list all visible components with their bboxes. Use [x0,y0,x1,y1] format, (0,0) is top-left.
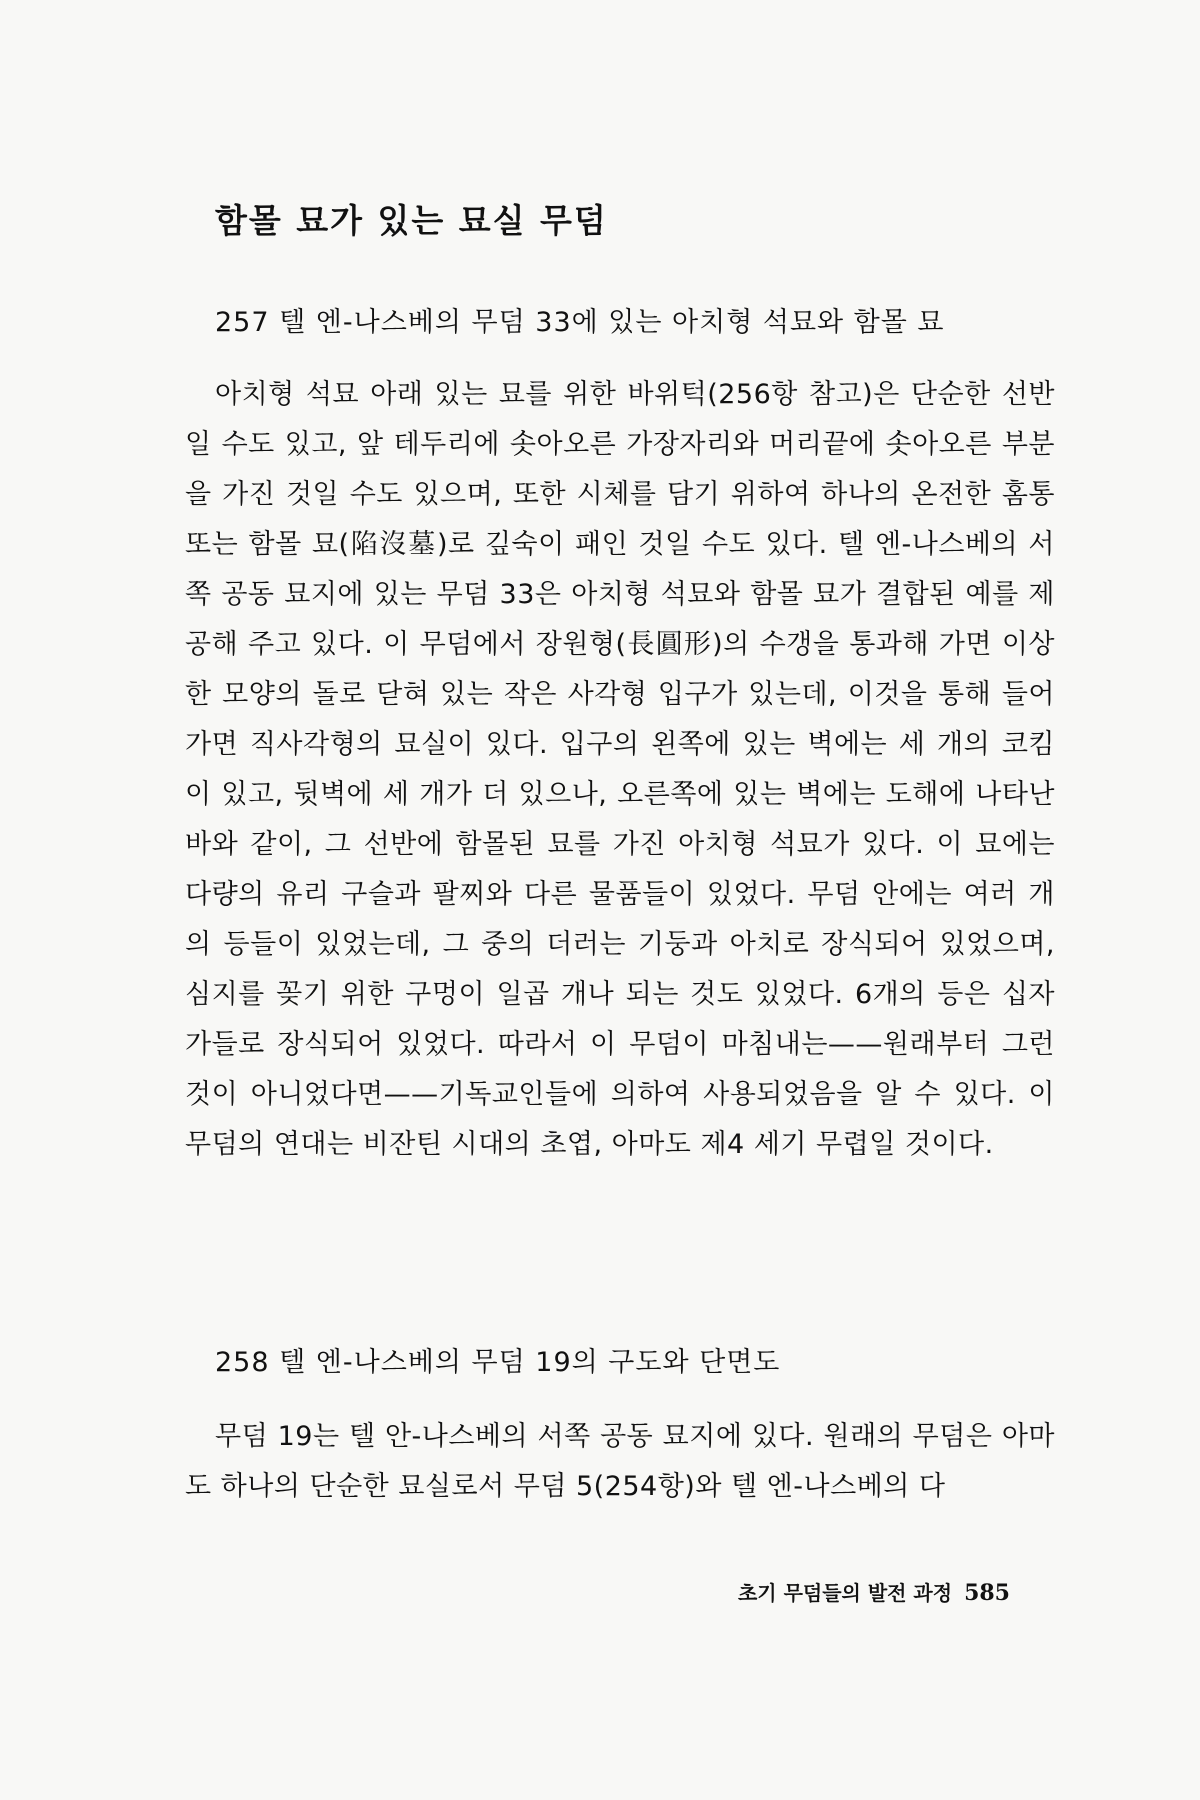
section-title: 함몰 묘가 있는 묘실 무덤 [215,201,608,240]
page-number: 585 [964,1580,1010,1606]
body-paragraph-258: 무덤 19는 텔 안-나스베의 서쪽 공동 묘지에 있다. 원래의 무덤은 아마도 하나의 단순한 묘실로서 무덤 5(254항)와 텔 엔-나스베의 다 [185,1421,1055,1502]
figure-caption-258: 258 텔 엔-나스베의 무덤 19의 구도와 단면도 [215,1347,781,1378]
body-paragraph-257: 아치형 석묘 아래 있는 묘를 위한 바위턱(256항 참고)은 단순한 선반일 수도 있고, 앞 테두리에 솟아오른 가장자리와 머리끝에 솟아오른 부분을 가진 것일 수도 있으며, 또한 시체를 담기 위하여 하나의 온전한 홈통 또는 함몰 묘(陷沒墓)로 깊숙이 패인 것일 수도 있다. 텔 엔-나스베의 서쪽 공동 묘지에 있는 무덤 33은 아치형 석묘와 함몰 묘가 결합된 예를 제공해 주고 있다. 이 무덤에서 장원형(長圓形)의 수갱을 통과해 가면 이상한 모양의 돌로 닫혀 있는 작은 사각형 입구가 있는데, 이것을 통해 들어가면 직사각형의 묘실이 있다. 입구의 왼쪽에 있는 벽에는 세 개의 코킴이 있고, 뒷벽에 세 개가 더 있으나, 오른쪽에 있는 벽에는 도해에 나타난 바와 같이, 그 선반에 함몰된 묘를 가진 아치형 석묘가 있다. 이 묘에는 다량의 유리 구슬과 팔찌와 다른 물품들이 있었다. 무덤 안에는 여러 개의 등들이 있었는데, 그 중의 더러는 기둥과 아치로 장식되어 있었으며, 심지를 꽂기 위한 구멍이 일곱 개나 되는 것도 있었다. 6개의 등은 십자가들로 장식되어 있었다. 따라서 이 무덤이 마침내는——원래부터 그런 것이 아니었다면——기독교인들에 의하여 사용되었음을 알 수 있다. 이 무덤의 연대는 비잔틴 시대의 초엽, 아마도 제4 세기 무렵일 것이다. [185,379,1055,1160]
running-title: 초기 무덤들의 발전 과정 [737,1581,953,1605]
figure-caption-257: 257 텔 엔-나스베의 무덤 33에 있는 아치형 석묘와 함몰 묘 [215,307,945,338]
running-footer [738,1577,1010,1606]
